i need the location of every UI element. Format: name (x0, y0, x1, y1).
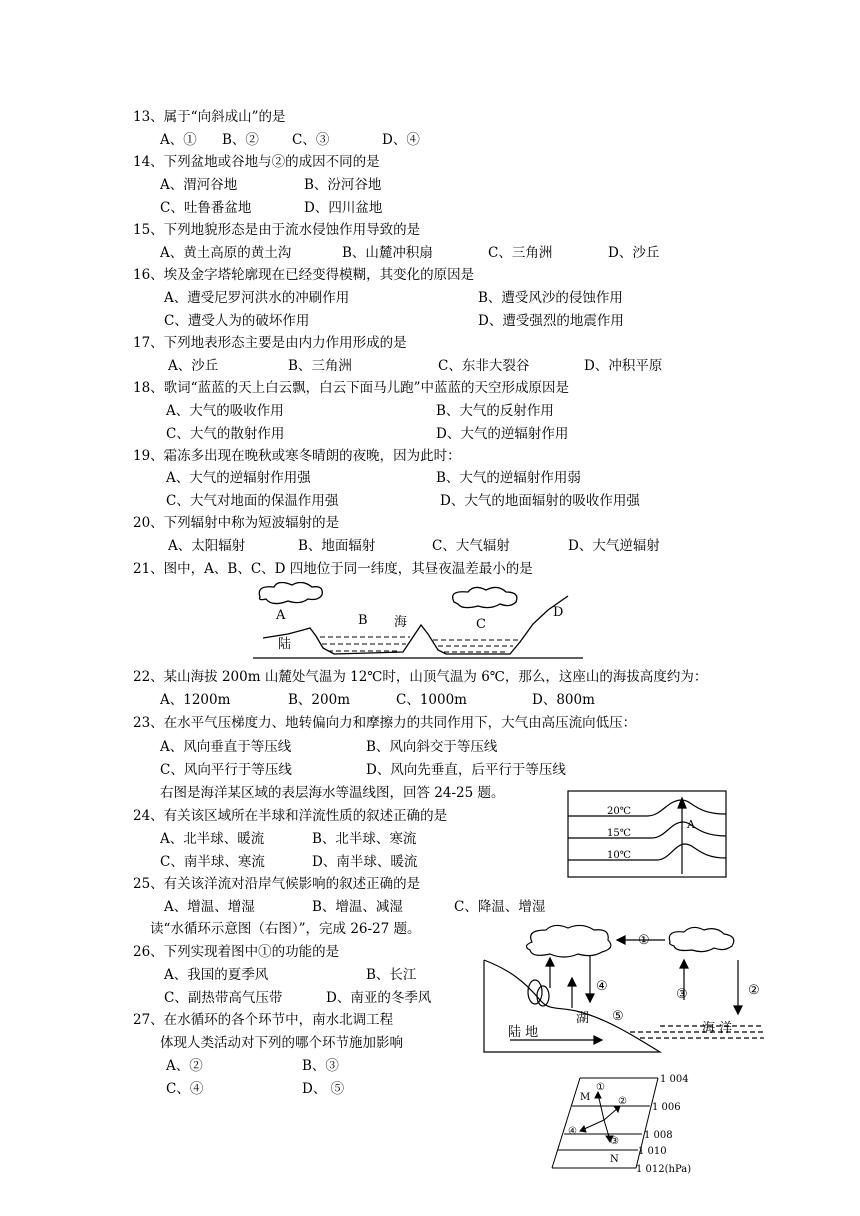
fig21-label-b: B (358, 613, 368, 628)
water-cycle-label-ocean: 海 洋 (702, 1021, 733, 1036)
q20-stem: 20、下列辐射中称为短波辐射的是 (133, 515, 340, 531)
isotherm-label-a: A (687, 818, 695, 831)
q14-stem: 14、下列盆地或谷地与②的成因不同的是 (133, 154, 380, 170)
q13-option-d: D、④ (382, 132, 420, 148)
isobar-label-1010: 1 010 (638, 1146, 667, 1157)
isotherm-label-20: 20℃ (607, 806, 631, 817)
land-sea-profile-figure (248, 582, 588, 664)
q16-option-d: D、遭受强烈的地震作用 (478, 313, 624, 329)
q26-stem: 26、下列实现着图中①的功能的是 (133, 944, 340, 960)
fig21-label-sea: 海 (394, 615, 408, 630)
water-cycle-label-4: ④ (596, 979, 608, 994)
q25-option-b: B、增温、减湿 (312, 899, 403, 915)
isotherm-figure (567, 790, 727, 878)
q27-stem-line2: 体现人类活动对下列的哪个环节施加影响 (160, 1035, 403, 1051)
q25-stem: 25、有关该洋流对沿岸气候影响的叙述正确的是 (133, 876, 421, 892)
q15-option-c: C、三角洲 (488, 245, 553, 261)
q27-option-d: D、 ⑤ (302, 1081, 345, 1097)
q25-option-c: C、降温、增湿 (454, 899, 546, 915)
q17-stem: 17、下列地表形态主要是由内力作用形成的是 (133, 335, 407, 351)
q13-option-c: C、③ (292, 132, 330, 148)
q24-option-d: D、南半球、暖流 (312, 854, 418, 870)
isobar-label-1008: 1 008 (644, 1130, 673, 1141)
fig21-label-land: 陆 (278, 637, 292, 652)
q27-option-b: B、③ (302, 1058, 339, 1074)
q21-stem: 21、图中，A、B、C、D 四地位于同一纬度，其昼夜温差最小的是 (133, 561, 533, 577)
q18-option-c: C、大气的散射作用 (166, 426, 285, 442)
intro-26-27: 读“水循环示意图（右图）”，完成 26-27 题。 (150, 921, 421, 937)
q17-option-b: B、三角洲 (288, 358, 352, 374)
q19-stem: 19、霜冻多出现在晚秋或寒冬晴朗的夜晚，因为此时： (133, 448, 461, 464)
q24-option-c: C、南半球、寒流 (160, 854, 265, 870)
q18-stem: 18、歌词“蓝蓝的天上白云飘，白云下面马儿跑”中蓝蓝的天空形成原因是 (133, 380, 569, 396)
isobar-label-3: ③ (610, 1136, 619, 1147)
q14-option-c: C、吐鲁番盆地 (160, 200, 252, 216)
q20-option-b: B、地面辐射 (298, 538, 376, 554)
q18-option-a: A、大气的吸收作用 (166, 403, 284, 419)
q16-option-b: B、遭受风沙的侵蚀作用 (478, 290, 623, 306)
q26-option-a: A、我国的夏季风 (164, 967, 269, 983)
isobar-label-2: ② (618, 1096, 627, 1107)
q20-option-a: A、太阳辐射 (168, 538, 246, 554)
q15-stem: 15、下列地貌形态是由于流水侵蚀作用导致的是 (133, 222, 421, 238)
q22-option-d: D、800m (532, 692, 595, 708)
isobar-wind-figure (550, 1074, 720, 1176)
q23-option-d: D、风向先垂直，后平行于等压线 (366, 762, 566, 778)
q23-option-c: C、风向平行于等压线 (160, 762, 292, 778)
q24-stem: 24、有关该区域所在半球和洋流性质的叙述正确的是 (133, 808, 448, 824)
q18-option-b: B、大气的反射作用 (436, 403, 554, 419)
isobar-label-1012: 1 012(hPa) (636, 1164, 692, 1175)
q22-stem: 22、某山海拔 200m 山麓处气温为 12℃时，山顶气温为 6℃，那么，这座山的海拔高度约为： (133, 669, 708, 685)
q14-option-b: B、汾河谷地 (304, 177, 382, 193)
q27-stem-line1: 27、在水循环的各个环节中，南水北调工程 (133, 1012, 394, 1028)
q13-stem: 13、属于“向斜成山”的是 (133, 109, 286, 125)
q16-option-a: A、遭受尼罗河洪水的冲刷作用 (164, 290, 350, 306)
q23-option-a: A、风向垂直于等压线 (160, 739, 292, 755)
q20-option-d: D、大气逆辐射 (568, 538, 660, 554)
q26-option-b: B、长江 (366, 967, 417, 983)
water-cycle-label-5: ⑤ (612, 1009, 624, 1024)
isobar-label-1: ① (596, 1082, 605, 1093)
q19-option-c: C、大气对地面的保温作用强 (166, 493, 339, 509)
q19-option-d: D、大气的地面辐射的吸收作用强 (440, 493, 640, 509)
water-cycle-figure (480, 920, 766, 1054)
fig21-label-d: D (553, 605, 564, 620)
q24-option-a: A、北半球、暖流 (160, 831, 265, 847)
isobar-label-1006: 1 006 (652, 1102, 681, 1113)
q15-option-d: D、沙丘 (608, 245, 660, 261)
water-cycle-label-1: ① (638, 933, 650, 948)
q15-option-b: B、山麓冲积扇 (342, 245, 433, 261)
water-cycle-label-2: ② (748, 983, 760, 998)
q19-option-b: B、大气的逆辐射作用弱 (436, 470, 581, 486)
water-cycle-label-3: ③ (676, 987, 688, 1002)
intro-24-25: 右图是海洋某区域的表层海水等温线图，回答 24-25 题。 (160, 785, 505, 801)
q23-option-b: B、风向斜交于等压线 (366, 739, 498, 755)
q22-option-b: B、200m (288, 692, 350, 708)
q13-option-b: B、② (222, 132, 259, 148)
water-cycle-label-land: 陆 地 (508, 1025, 539, 1040)
isotherm-label-15: 15℃ (607, 828, 631, 839)
q15-option-a: A、黄土高原的黄土沟 (160, 245, 292, 261)
q16-stem: 16、埃及金字塔轮廓现在已经变得模糊，其变化的原因是 (133, 267, 475, 283)
q26-option-d: D、南亚的冬季风 (326, 990, 432, 1006)
q27-option-c: C、④ (166, 1081, 204, 1097)
q14-option-d: D、四川盆地 (304, 200, 383, 216)
fig21-label-c: C (476, 617, 486, 632)
isobar-label-4: ④ (568, 1126, 577, 1137)
isobar-label-n: N (610, 1154, 619, 1165)
isotherm-label-10: 10℃ (607, 850, 631, 861)
isobar-label-1004: 1 004 (660, 1074, 689, 1085)
q23-stem: 23、在水平气压梯度力、地转偏向力和摩擦力的共同作用下，大气由高压流向低压： (133, 715, 637, 731)
isobar-label-m: M (580, 1092, 591, 1103)
q16-option-c: C、遭受人为的破坏作用 (164, 313, 310, 329)
q22-option-c: C、1000m (396, 692, 467, 708)
q18-option-d: D、大气的逆辐射作用 (436, 426, 569, 442)
q20-option-c: C、大气辐射 (432, 538, 510, 554)
q17-option-a: A、沙丘 (168, 358, 219, 374)
q14-option-a: A、渭河谷地 (160, 177, 238, 193)
q17-option-d: D、冲积平原 (584, 358, 663, 374)
q17-option-c: C、东非大裂谷 (438, 358, 530, 374)
water-cycle-label-lake: 湖 (576, 1011, 590, 1026)
fig21-label-a: A (276, 608, 286, 623)
q24-option-b: B、北半球、寒流 (312, 831, 417, 847)
q25-option-a: A、增温、增湿 (164, 899, 255, 915)
q26-option-c: C、副热带高气压带 (164, 990, 283, 1006)
q19-option-a: A、大气的逆辐射作用强 (166, 470, 311, 486)
q13-option-a: A、① (160, 132, 197, 148)
q22-option-a: A、1200m (160, 692, 231, 708)
q27-option-a: A、② (166, 1058, 203, 1074)
